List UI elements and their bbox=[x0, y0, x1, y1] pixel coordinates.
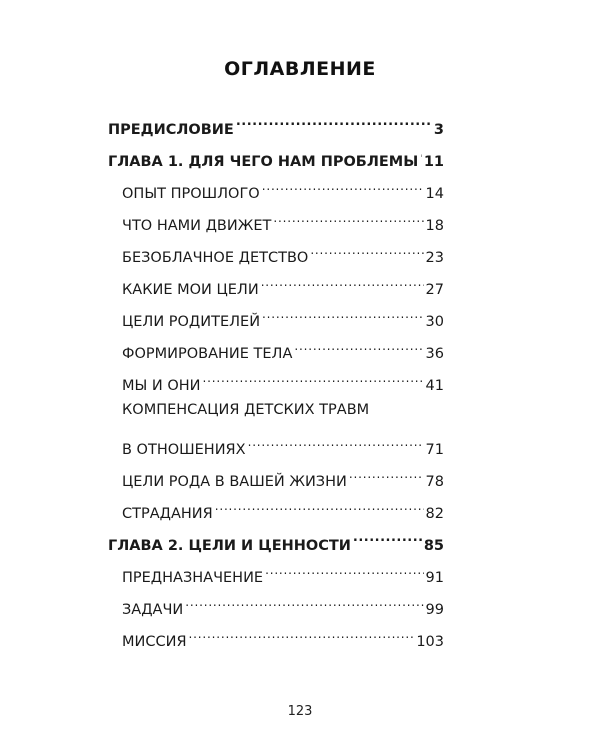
leader-dots bbox=[262, 174, 424, 198]
leader-dots bbox=[310, 238, 423, 262]
leader-dots bbox=[294, 334, 423, 358]
toc-entry-label: В ОТНОШЕНИЯХ bbox=[122, 442, 246, 458]
toc-entry bbox=[122, 622, 444, 650]
toc-entry bbox=[108, 142, 444, 170]
toc-entry bbox=[122, 206, 444, 234]
toc-entry-page: 91 bbox=[425, 570, 444, 586]
toc-entry-label: ГЛАВА 2. ЦЕЛИ И ЦЕННОСТИ bbox=[108, 538, 351, 554]
leader-dots bbox=[349, 462, 424, 486]
toc-entry-page: 78 bbox=[425, 474, 444, 490]
toc-entry bbox=[122, 398, 444, 422]
toc-entry bbox=[122, 174, 444, 202]
toc-entry-label: СТРАДАНИЯ bbox=[122, 506, 213, 522]
toc-entry-label: ФОРМИРОВАНИЕ ТЕЛА bbox=[122, 346, 293, 362]
toc-entry-page: 30 bbox=[425, 314, 444, 330]
leader-dots bbox=[236, 110, 432, 134]
toc-entry-label: ЦЕЛИ РОДИТЕЛЕЙ bbox=[122, 314, 261, 330]
toc-entry-page: 71 bbox=[425, 442, 444, 458]
toc-entry-label: ПРЕДИСЛОВИЕ bbox=[108, 122, 234, 138]
toc-entry-page: 36 bbox=[425, 346, 444, 362]
toc-entry-page: 3 bbox=[433, 122, 444, 138]
toc-entry-page: 18 bbox=[425, 218, 444, 234]
toc-entry-label: ПРЕДНАЗНАЧЕНИЕ bbox=[122, 570, 264, 586]
toc-entry-label: КАКИЕ МОИ ЦЕЛИ bbox=[122, 282, 259, 298]
toc-entry bbox=[122, 270, 444, 298]
leader-dots bbox=[185, 590, 423, 614]
toc-entry-label: БЕЗОБЛАЧНОЕ ДЕТСТВО bbox=[122, 250, 309, 266]
toc-entry-page: 23 bbox=[425, 250, 444, 266]
toc-entry-label: ЧТО НАМИ ДВИЖЕТ bbox=[122, 218, 272, 234]
toc-entry-page: 99 bbox=[425, 602, 444, 618]
toc-entry bbox=[122, 558, 444, 586]
toc-entry-label: ЦЕЛИ РОДА В ВАШЕЙ ЖИЗНИ bbox=[122, 474, 347, 490]
toc-entry-label: МИССИЯ bbox=[122, 634, 187, 650]
leader-dots bbox=[265, 558, 423, 582]
toc-entry-page: 85 bbox=[423, 538, 444, 554]
toc-entry bbox=[122, 462, 444, 490]
toc-entry-label: ЗАДАЧИ bbox=[122, 602, 184, 618]
toc-entry-page: 27 bbox=[425, 282, 444, 298]
page-title: ОГЛАВЛЕНИЕ bbox=[224, 58, 376, 80]
leader-dots bbox=[420, 142, 422, 166]
toc-entry-page: 11 bbox=[423, 154, 444, 170]
leader-dots bbox=[203, 366, 424, 390]
toc-entry bbox=[108, 526, 444, 554]
toc-entry-label: МЫ И ОНИ bbox=[122, 378, 201, 394]
toc-entry-page: 103 bbox=[416, 634, 444, 650]
toc-entry-label: ГЛАВА 1. ДЛЯ ЧЕГО НАМ ПРОБЛЕМЫ bbox=[108, 154, 419, 170]
leader-dots bbox=[273, 206, 423, 230]
toc-entry-page: 14 bbox=[425, 186, 444, 202]
toc-entry-label: ОПЫТ ПРОШЛОГО bbox=[122, 186, 260, 202]
leader-dots bbox=[189, 622, 415, 646]
leader-dots bbox=[215, 494, 424, 518]
leader-dots bbox=[262, 302, 424, 326]
leader-dots bbox=[248, 430, 424, 454]
toc-entry bbox=[122, 430, 444, 458]
toc-entry-label: КОМПЕНСАЦИЯ ДЕТСКИХ ТРАВМ bbox=[122, 402, 370, 418]
toc-entry-page: 82 bbox=[425, 506, 444, 522]
page-number: 123 bbox=[287, 704, 313, 719]
toc-entry bbox=[122, 238, 444, 266]
toc-entry bbox=[122, 590, 444, 618]
toc-entry bbox=[122, 494, 444, 522]
toc-entry-page: 41 bbox=[425, 378, 444, 394]
toc-entry bbox=[108, 110, 444, 138]
toc-entry bbox=[122, 302, 444, 330]
toc-entry bbox=[122, 366, 444, 394]
toc-entry bbox=[122, 334, 444, 362]
leader-dots bbox=[261, 270, 424, 294]
leader-dots bbox=[353, 526, 422, 550]
